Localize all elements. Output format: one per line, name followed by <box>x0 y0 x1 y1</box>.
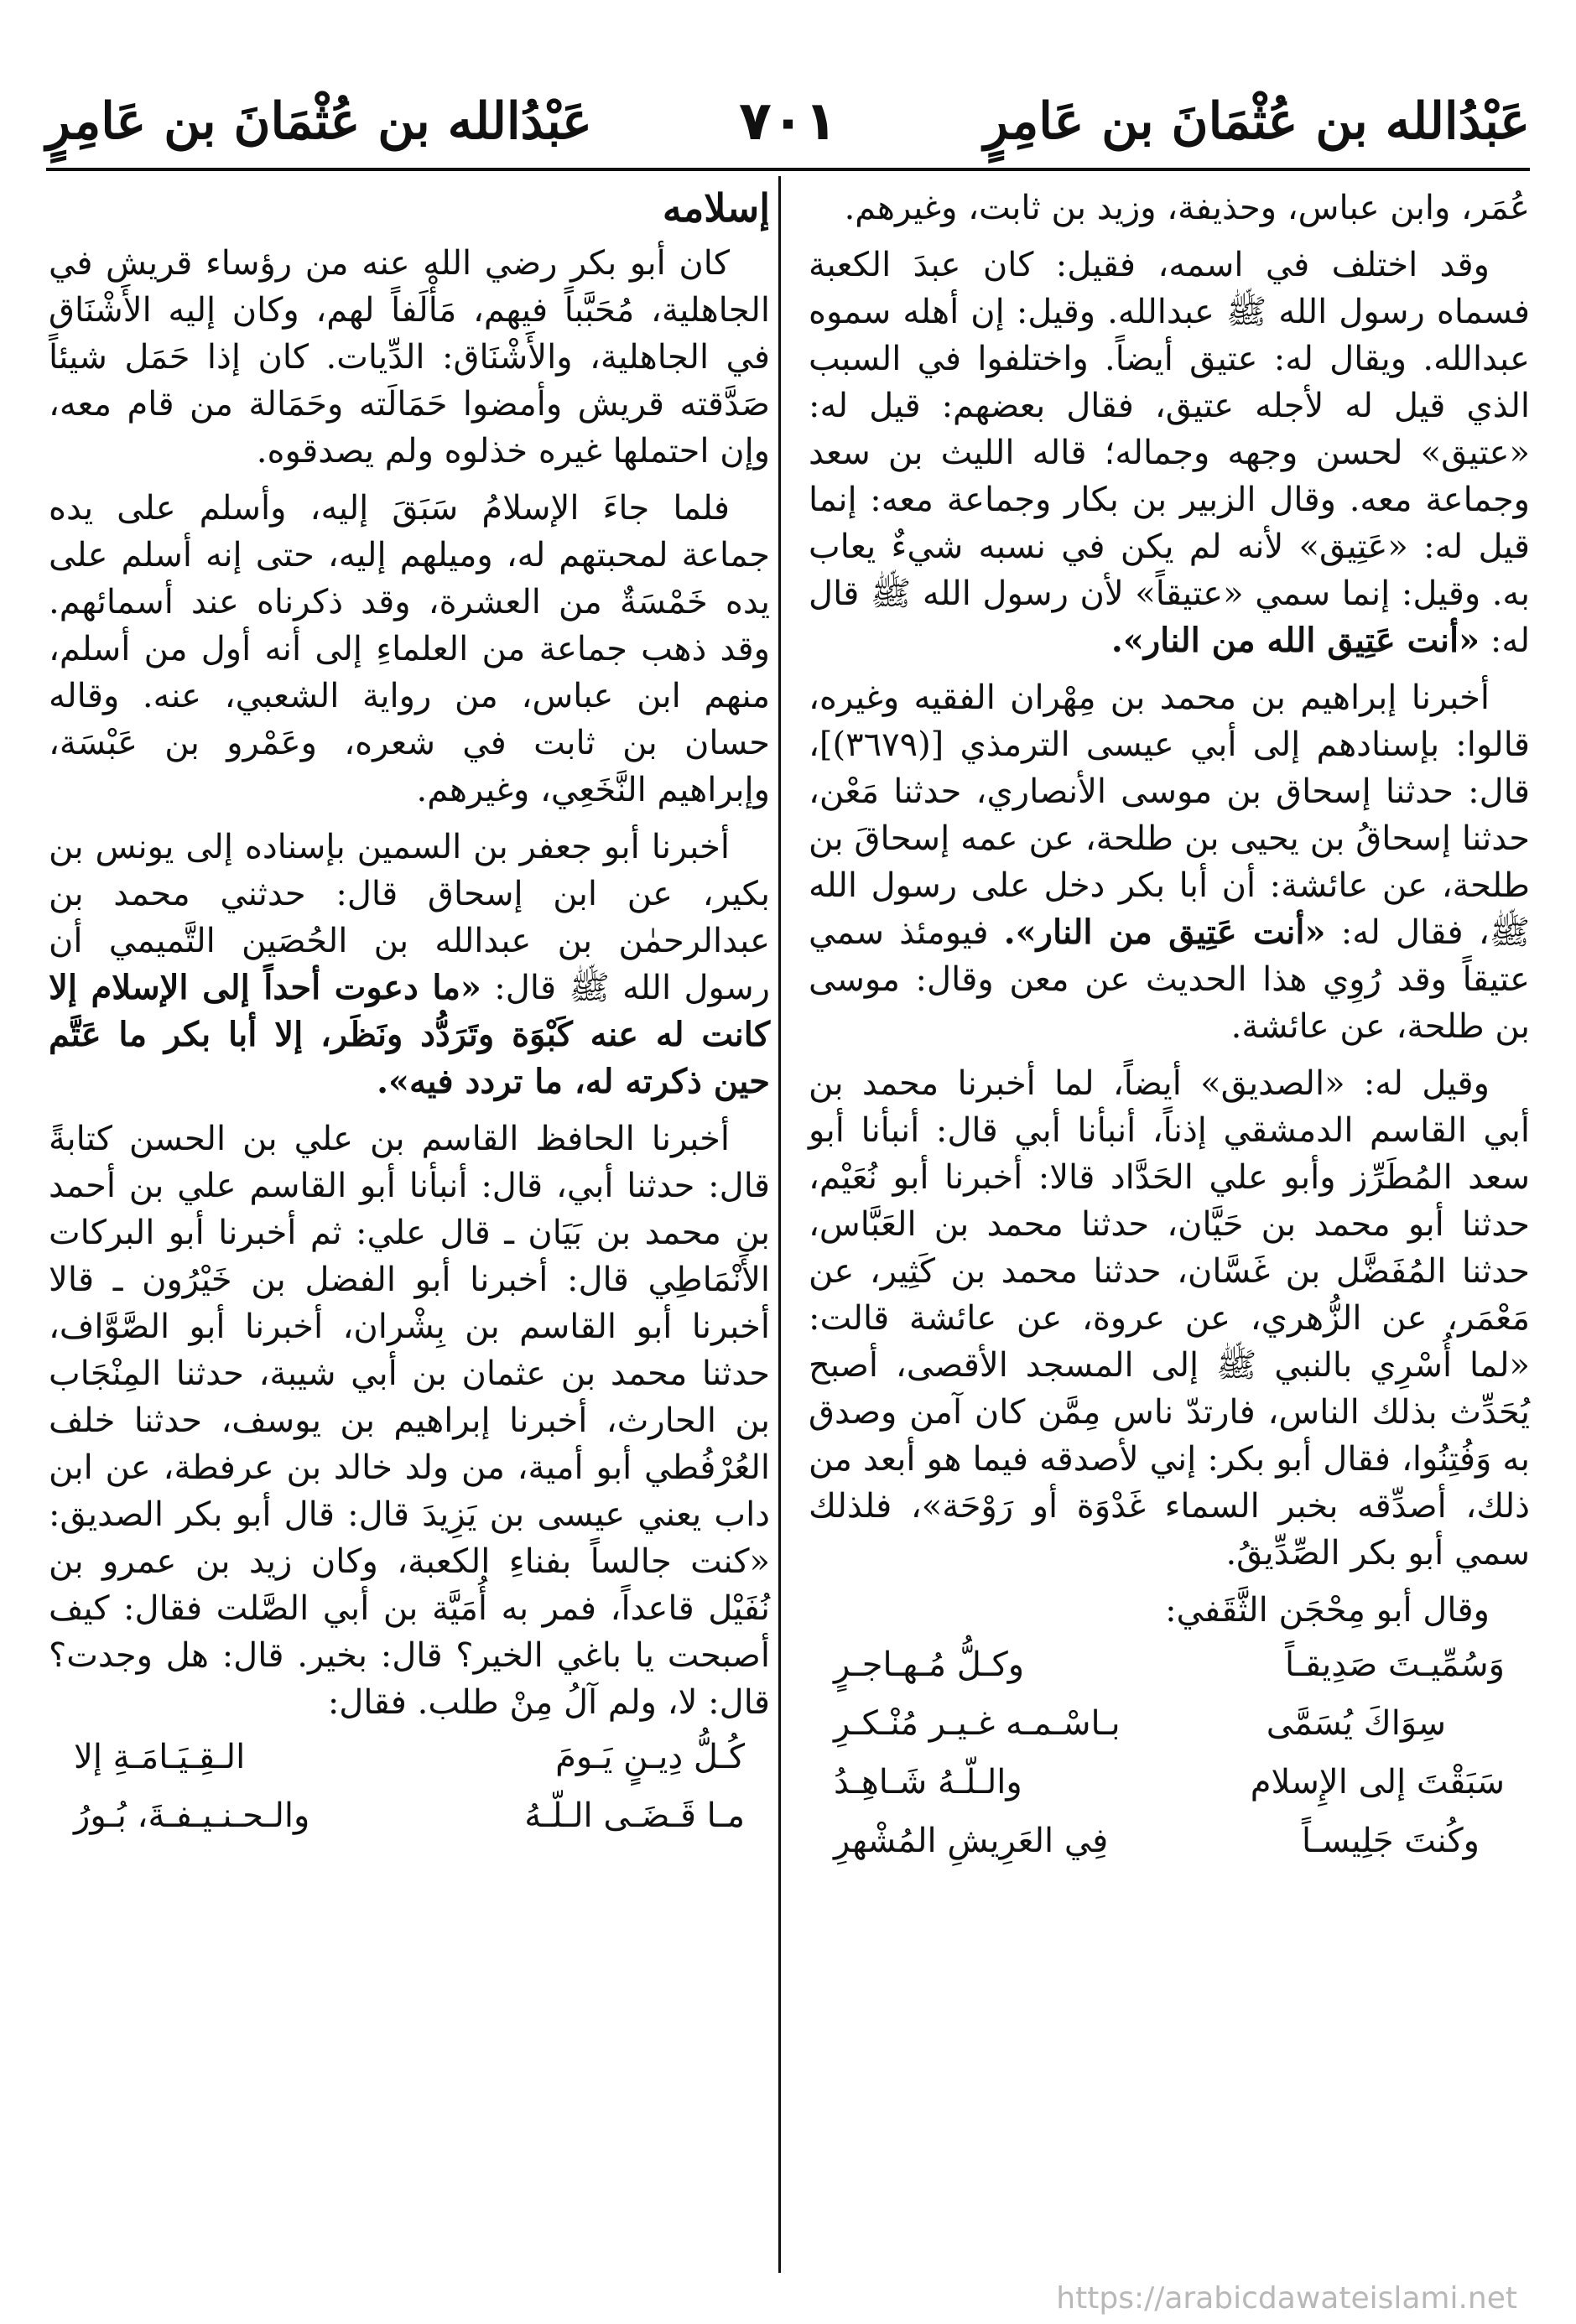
paragraph-text: فيومئذ سمي عتيقاً وقد رُوِي هذا الحديث عن معن وقال: موسى بن طلحة، عن عائشة. <box>809 913 1530 1046</box>
paragraph: كان أبو بكر رضي الله عنه من رؤساء قريش في الجاهلية، مُحَبَّباً فيهم، مَأْلَفاً لهم، وكان إليه الأَشْنَاق في الجاهلية، والأَشْنَاق: الدِّيات. كان إذا حَمَل شيئاً صَدَّقته قريش وأمضوا حَمَالَته وحَمَالة من قام معه، وإن احتملها غيره خذلوه ولم يصدقوه. <box>49 244 770 471</box>
paragraph: أخبرنا الحافظ القاسم بن علي بن الحسن كتابةً قال: حدثنا أبي، قال: أنبأنا أبو القاسم علي بن أحمد بن محمد بن بَيَان ـ قال علي: ثم أخبرنا أبو البركات الأَنْمَاطِي قال: أخبرنا أبو الفضل بن خَيْرُون ـ قالا أخبرنا أبو القاسم بن بِشْران، أخبرنا أبو الصَّوَّاف، حدثنا محمد بن عثمان بن أبي شيبة، حدثنا المِنْجَاب بن الحارث، أخبرنا إبراهيم بن يوسف، حدثنا خلف العُرْفُطي أبو أمية، من ولد خالد بن عرفطة، عن ابن داب يعني عيسى بن يَزِيدَ قال: قال أبو بكر الصديق: «كنت جالساً بفناءِ الكعبة، وكان زيد بن عمرو بن نُفَيْل قاعداً، فمر به أُمَيَّة بن أبي الصَّلت فقال: كيف أصبحت يا باغي الخير؟ قال: بخير. قال: هل وجدت؟ قال: لا، ولم آلُ مِنْ طلب. فقال: <box>49 1120 770 1722</box>
right-column <box>809 185 1530 1870</box>
paragraph <box>809 242 1530 664</box>
watermark-url: https://arabicdawateislami.net <box>1056 2281 1517 2316</box>
paragraph: عُمَر، وابن عباس، وحذيفة، وزيد بن ثابت، وغيرهم. <box>844 189 1530 227</box>
verse-hemistich: مـا قَـضَـى الـلّـهُ <box>524 1796 745 1835</box>
verse-hemistich: فِي العَرِيشِ المُشْهرِ <box>834 1822 1109 1860</box>
verse-hemistich: كُـلُّ دِيـنٍ يَـومَ <box>555 1738 745 1776</box>
paragraph: وقال أبو مِحْجَن الثَّقَفي: <box>1165 1591 1490 1630</box>
running-title-right: عَبْدُالله بن عُثْمَانَ بن عَامِرٍ <box>984 92 1530 151</box>
hadith-quote: «أنت عَتِيق الله من النار». <box>1110 621 1480 660</box>
verse-hemistich: الـقِـيَـامَـةِ إلا <box>74 1738 246 1776</box>
poem-verse <box>49 1786 770 1845</box>
paragraph-text: وقد اختلف في اسمه، فقيل: كان عبدَ الكعبة فسماه رسول الله ﷺ عبدالله. وقيل: إن أهله سموه عبدالله. ويقال له: عتيق أيضاً. واختلفوا في السبب الذي قيل له لأجله عتيق، فقال بعضهم: قيل له: «عتيق» لحسن وجهه وجماله؛ قاله الليث بن سعد وجماعة معه. وقال الزبير بن بكار وجماعة معه: إنما قيل له: «عَتِيق» لأنه لم يكن في نسبه شيءٌ يعاب به. وقيل: إنما سمي «عتيقاً» لأن رسول الله ﷺ قال له: <box>809 246 1531 660</box>
running-title-left: عَبْدُالله بن عُثْمَانَ بن عَامِرٍ <box>46 92 592 151</box>
paragraph: فلما جاءَ الإسلامُ سَبَقَ إليه، وأسلم على يده جماعة لمحبتهم له، وميلهم إليه، حتى إنه أسلم على يده خَمْسَةٌ من العشرة، وقد ذكرناه عند أسمائهم. وقد ذهب جماعة من العلماءِ إلى أنه أول من أسلم، منهم ابن عباس، من رواية الشعبي، عنه. وقاله حسان بن ثابت في شعره، وعَمْرو بن عَبْسَة، وإبراهيم النَّخَعِي، وغيرهم. <box>49 489 770 809</box>
left-column <box>49 185 770 1845</box>
column-divider <box>778 176 781 2273</box>
section-heading: إسلامه <box>662 185 770 231</box>
header-rule <box>46 168 1530 171</box>
hadith-quote: «أنت عَتِيق من النار». <box>1003 912 1326 952</box>
verse-hemistich: وكـلُّ مُـهـاجـرٍ <box>834 1646 1025 1684</box>
verse-hemistich: سَبَقْتَ إلى الإِسلام <box>1250 1763 1505 1801</box>
verse-hemistich: بـاسْـمـه غـيـر مُنْـكـرِ <box>834 1704 1121 1743</box>
paragraph <box>809 674 1530 1050</box>
paragraph: وقيل له: «الصديق» أيضاً، لما أخبرنا محمد بن أبي القاسم الدمشقي إذناً، أنبأنا أبي قال: أنبأنا أبو سعد المُطَرِّز وأبو علي الحَدَّاد قالا: أخبرنا أبو نُعَيْم، حدثنا أبو محمد بن حَيَّان، حدثنا محمد بن العَبَّاس، حدثنا المُفَضَّل بن غَسَّان، حدثنا محمد بن كَثِير، عن مَعْمَر، عن الزُّهري، عن عروة، عن عائشة قالت: «لما أُسْرِي بالنبي ﷺ إلى المسجد الأقصى، أصبح يُحَدِّث بذلك الناس، فارتدّ ناس مِمَّن كان آمن وصدق به وَفُتِنُوا، فقال أبو بكر: إني لأصدقه فيما هو أبعد من ذلك، أصدِّقه بخبر السماء غَدْوَة أو رَوْحَة»، فلذلك سمي أبو بكر الصِّدِّيقُ. <box>809 1064 1530 1573</box>
poem-verse <box>809 1635 1530 1694</box>
poem-verse <box>809 1812 1530 1870</box>
poem-verse <box>809 1694 1530 1753</box>
paragraph-text: أخبرنا أبو جعفر بن السمين بإسناده إلى يونس بن بكير، عن ابن إسحاق قال: حدثني محمد بن عبدالرحمٰن بن عبدالله بن الحُصَين التَّميمي أن رسول الله ﷺ قال: <box>49 828 770 1007</box>
page-header <box>46 80 1530 164</box>
verse-hemistich: وَسُمِّيـتَ صَدِيقـاً <box>1285 1646 1505 1684</box>
paragraph-text: أخبرنا إبراهيم بن محمد بن مِهْران الفقيه وغيره، قالوا: بإسنادهم إلى أبي عيسى الترمذي [(٣٦٧٩)]، قال: حدثنا إسحاق بن موسى الأنصاري، حدثنا مَعْن، حدثنا إسحاقُ بن يحيى بن طلحة، عن عمه إسحاقَ بن طلحة، عن عائشة: أن أبا بكر دخل على رسول الله ﷺ، فقال له: <box>809 678 1531 952</box>
poem-verse <box>809 1753 1530 1812</box>
verse-hemistich: سِوَاكَ يُسَمَّى <box>1266 1704 1446 1743</box>
poem-verse <box>49 1728 770 1786</box>
paragraph <box>49 824 770 1105</box>
verse-hemistich: وكُنتَ جَلِيسـاً <box>1301 1822 1480 1860</box>
hadith-quote: «ما دعوت أحداً إلى الإسلام إلا كانت له عنه كَبْوَة وتَرَدُّد ونَظَر، إلا أبا بكر ما عَتَّم حين ذكرته له، ما تردد فيه». <box>49 968 770 1101</box>
verse-hemistich: والـلّـهُ شَـاهِـدُ <box>834 1763 1022 1801</box>
page-number: ٧٠١ <box>738 91 838 153</box>
verse-hemistich: والـحـنـيـفـةَ، بُـورُ <box>74 1796 310 1835</box>
